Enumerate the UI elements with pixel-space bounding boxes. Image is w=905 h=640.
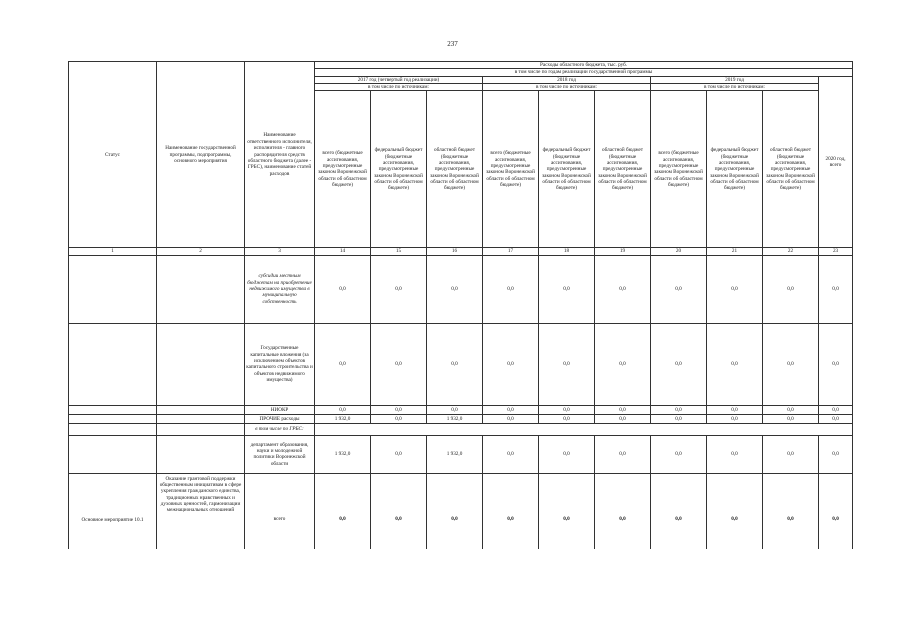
header-year-2017: 2017 год (четвертый год реализации) xyxy=(315,76,483,83)
value-cell: 0,0 xyxy=(763,435,819,473)
value-cell: 0,0 xyxy=(595,414,651,423)
value-cell: 1 932,0 xyxy=(315,414,371,423)
table-row-subsidies xyxy=(69,255,853,323)
col-number: 3 xyxy=(245,248,315,255)
header-2020-total: 2020 год, всего xyxy=(819,76,853,248)
value-cell: 0,0 xyxy=(483,255,539,323)
value-cell: 0,0 xyxy=(539,473,595,565)
value-cell: 0,0 xyxy=(763,405,819,414)
header-year-2018: 2018 год xyxy=(483,76,651,83)
value-cell: 0,0 xyxy=(763,414,819,423)
header-2019-total: всего (бюджетные ассигнования, предусмотренные законом Воронежской области об областном бюджете) xyxy=(651,91,707,248)
value-cell: 0,0 xyxy=(315,255,371,323)
col-number: 19 xyxy=(595,248,651,255)
value-cell: 0,0 xyxy=(427,323,483,405)
row-label: всего xyxy=(245,473,315,565)
value-cell: 0,0 xyxy=(595,405,651,414)
value-cell: 0,0 xyxy=(427,255,483,323)
table-row-grbs-note xyxy=(69,423,853,435)
page-number: 237 xyxy=(447,40,458,48)
header-2018-regional: областной бюджет (бюджетные ассигнования, предусмотренные законом Воронежской области об областном бюджете) xyxy=(595,91,651,248)
name-cell xyxy=(157,435,245,473)
value-cell: 0,0 xyxy=(707,405,763,414)
value-cell: 0,0 xyxy=(707,255,763,323)
row-label: в том числе по ГРБС: xyxy=(245,423,315,435)
header-row-1 xyxy=(69,62,853,69)
value-cell: 0,0 xyxy=(371,473,427,565)
status-cell xyxy=(69,435,157,473)
value-cell: 0,0 xyxy=(819,473,853,565)
header-2019-regional: областной бюджет (бюджетные ассигнования, предусмотренные законом Воронежской области об областном бюджете) xyxy=(763,91,819,248)
value-cell: 0,0 xyxy=(539,414,595,423)
header-2017-regional: областной бюджет (бюджетные ассигнования, предусмотренные законом Воронежской области об областном бюджете) xyxy=(427,91,483,248)
name-cell xyxy=(157,405,245,414)
col-number: 18 xyxy=(539,248,595,255)
col-number: 1 xyxy=(69,248,157,255)
name-cell xyxy=(157,414,245,423)
header-2018-total: всего (бюджетные ассигнования, предусмотренные законом Воронежской области об областном бюджете) xyxy=(483,91,539,248)
value-cell: 1 932,0 xyxy=(427,435,483,473)
col-number: 17 xyxy=(483,248,539,255)
value-cell: 0,0 xyxy=(315,323,371,405)
column-number-row xyxy=(69,248,853,255)
value-cell: 0,0 xyxy=(707,473,763,565)
value-cell: 0,0 xyxy=(483,323,539,405)
status-cell xyxy=(69,323,157,405)
empty-cells xyxy=(315,423,853,435)
value-cell: 0,0 xyxy=(595,473,651,565)
status-cell xyxy=(69,414,157,423)
col-number: 16 xyxy=(427,248,483,255)
value-cell: 1 932,0 xyxy=(315,435,371,473)
value-cell: 0,0 xyxy=(483,473,539,565)
name-cell xyxy=(157,423,245,435)
header-program-name: Наименование государственной программы, подпрограммы, основного мероприятия xyxy=(157,62,245,248)
value-cell: 0,0 xyxy=(595,255,651,323)
col-number: 15 xyxy=(371,248,427,255)
value-cell: 0,0 xyxy=(427,473,483,565)
status-cell xyxy=(69,405,157,414)
value-cell: 0,0 xyxy=(539,435,595,473)
value-cell: 0,0 xyxy=(819,323,853,405)
table-row-capital xyxy=(69,323,853,405)
row-label: Государственные капитальные вложения (за исключением объектов капитального строительства и объектов недвижимого имущества) xyxy=(245,323,315,405)
header-by-sources-2018: в том числе по источникам: xyxy=(483,84,651,91)
header-by-sources-2019: в том числе по источникам: xyxy=(651,84,819,91)
value-cell: 0,0 xyxy=(819,414,853,423)
value-cell: 0,0 xyxy=(595,435,651,473)
value-cell: 0,0 xyxy=(483,435,539,473)
value-cell: 0,0 xyxy=(707,323,763,405)
value-cell: 1 932,0 xyxy=(427,414,483,423)
col-number: 22 xyxy=(763,248,819,255)
value-cell: 0,0 xyxy=(651,414,707,423)
header-status: Статус xyxy=(69,62,157,248)
value-cell: 0,0 xyxy=(371,323,427,405)
header-2017-total: всего (бюджетные ассигнования, предусмотренные законом Воронежской области об областном бюджете) xyxy=(315,91,371,248)
value-cell: 0,0 xyxy=(707,435,763,473)
value-cell: 0,0 xyxy=(427,405,483,414)
budget-table xyxy=(68,61,853,613)
status-cell xyxy=(69,255,157,323)
status-cell xyxy=(69,423,157,435)
header-year-2019: 2019 год xyxy=(651,76,819,83)
row-label: субсидии местным бюджетам на приобретение недвижимого имущества в муниципальную собственность xyxy=(245,255,315,323)
value-cell: 0,0 xyxy=(371,405,427,414)
value-cell: 0,0 xyxy=(819,435,853,473)
col-number: 2 xyxy=(157,248,245,255)
name-cell xyxy=(157,255,245,323)
value-cell: 0,0 xyxy=(315,473,371,565)
page-margin-bottom xyxy=(0,549,905,640)
name-cell xyxy=(157,323,245,405)
value-cell: 0,0 xyxy=(315,405,371,414)
value-cell: 0,0 xyxy=(483,414,539,423)
value-cell: 0,0 xyxy=(651,255,707,323)
col-number: 21 xyxy=(707,248,763,255)
value-cell: 0,0 xyxy=(539,405,595,414)
value-cell: 0,0 xyxy=(651,435,707,473)
header-2018-federal: федеральный бюджет (бюджетные ассигнования, предусмотренные законом Воронежской области об областном бюджете) xyxy=(539,91,595,248)
table-row-department xyxy=(69,435,853,473)
header-2019-federal: федеральный бюджет (бюджетные ассигнования, предусмотренные законом Воронежской области об областном бюджете) xyxy=(707,91,763,248)
value-cell: 0,0 xyxy=(371,414,427,423)
row-label: НИОКР xyxy=(245,405,315,414)
value-cell: 0,0 xyxy=(819,255,853,323)
main-event-name: Оказание грантовой поддержки общественным инициативам в сфере укрепления гражданского единства, традиционных нравственных и духовных ценностей, гармонизации межнациональных отношений xyxy=(157,473,245,565)
value-cell: 0,0 xyxy=(539,323,595,405)
col-number: 20 xyxy=(651,248,707,255)
value-cell: 0,0 xyxy=(371,435,427,473)
header-expenses-title: Расходы областного бюджета, тыс. руб. xyxy=(315,62,853,69)
value-cell: 0,0 xyxy=(595,323,651,405)
value-cell: 0,0 xyxy=(763,323,819,405)
table-row-other xyxy=(69,414,853,423)
header-responsible: Наименование ответственного исполнителя, исполнителя - главного распорядителя средств областного бюджета (далее - ГРБС), наименование статей расходов xyxy=(245,62,315,248)
header-by-sources-2017: в том числе по источникам: xyxy=(315,84,483,91)
header-2017-federal: федеральный бюджет (бюджетные ассигнования, предусмотренные законом Воронежской области об областном бюджете) xyxy=(371,91,427,248)
value-cell: 0,0 xyxy=(763,473,819,565)
value-cell: 0,0 xyxy=(819,405,853,414)
value-cell: 0,0 xyxy=(707,414,763,423)
col-number: 14 xyxy=(315,248,371,255)
header-by-years: в том числе по годам реализации государственной программы xyxy=(315,69,853,76)
value-cell: 0,0 xyxy=(651,405,707,414)
value-cell: 0,0 xyxy=(371,255,427,323)
table-row-niokr xyxy=(69,405,853,414)
col-number: 23 xyxy=(819,248,853,255)
main-event-status: Основное мероприятие 10.1 xyxy=(69,473,157,565)
value-cell: 0,0 xyxy=(651,473,707,565)
row-label: департамент образования, науки и молодежной политики Воронежской области xyxy=(245,435,315,473)
value-cell: 0,0 xyxy=(763,255,819,323)
value-cell: 0,0 xyxy=(539,255,595,323)
value-cell: 0,0 xyxy=(651,323,707,405)
row-label: ПРОЧИЕ расходы xyxy=(245,414,315,423)
value-cell: 0,0 xyxy=(483,405,539,414)
